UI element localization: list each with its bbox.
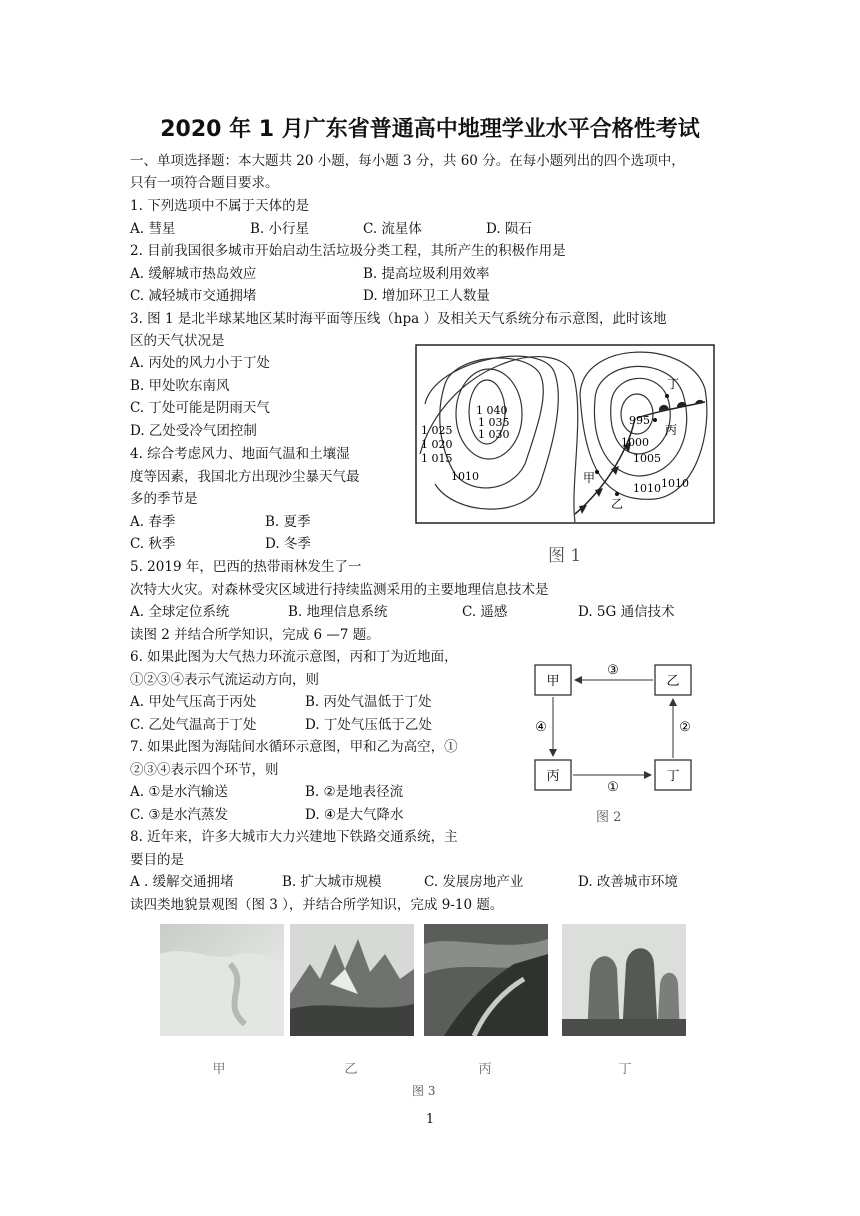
isobar-label-1000: 1000 — [621, 436, 649, 449]
isobar-label-1040: 1 040 — [476, 404, 508, 417]
q8-stem-line1: 8. 近年来，许多大城市大力兴建地下铁路交通系统，主 — [130, 829, 458, 845]
box-jia-label: 甲 — [546, 674, 560, 689]
place-ding-label: 丁 — [667, 377, 680, 391]
figure-1-caption: 图 1 — [548, 546, 582, 566]
page-number: 1 — [425, 1112, 435, 1127]
isobar-label-1005: 1005 — [633, 452, 661, 465]
isobar-label-1030: 1 030 — [478, 428, 510, 441]
q1-stem: 1. 下列选项中不属于天体的是 — [130, 198, 310, 214]
q1-option-a: A. 彗星 — [130, 221, 176, 237]
place-yi-label: 乙 — [611, 497, 624, 511]
q8-option-d: D. 改善城市环境 — [578, 874, 678, 890]
q1-option-d: D. 陨石 — [486, 221, 532, 237]
isobar-label-1015: 1 015 — [421, 452, 453, 465]
q8-option-b: B. 扩大城市规模 — [282, 874, 382, 890]
figure-2-caption: 图 2 — [596, 810, 622, 825]
q2-stem: 2. 目前我国很多城市开始启动生活垃圾分类工程，其所产生的积极作用是 — [130, 243, 566, 259]
box-bing-label: 丙 — [546, 769, 560, 784]
landform-label-jia: 甲 — [212, 1062, 226, 1077]
q4-stem-line2: 度等因素，我国北方出现沙尘暴天气最 — [130, 469, 360, 485]
q4-option-d: D. 冬季 — [265, 536, 311, 552]
q5-stem-line2: 次特大火灾。对森林受灾区域进行持续监测采用的主要地理信息技术是 — [130, 582, 549, 598]
q7-stem-line2: ②③④表示四个环节，则 — [130, 762, 279, 778]
q3-option-a: A. 丙处的风力小于丁处 — [130, 355, 270, 371]
isobar-label-1020: 1 020 — [421, 438, 453, 451]
q2-option-d: D. 增加环卫工人数量 — [363, 288, 490, 304]
read-instruction-9-10: 读四类地貌景观图（图 3 ），并结合所学知识，完成 9-10 题。 — [130, 897, 504, 913]
q1-option-c: C. 流星体 — [363, 221, 422, 237]
q6-stem-line1: 6. 如果此图为大气热力环流示意图，丙和丁为近地面， — [130, 649, 458, 665]
figure-2-cycle-diagram — [525, 655, 715, 805]
read-instruction-6-7: 读图 2 并结合所学知识，完成 6 —7 题。 — [130, 627, 380, 643]
q7-option-c: C. ③是水汽蒸发 — [130, 807, 229, 823]
place-jia-label: 甲 — [583, 471, 596, 485]
page-title: 2020 年 1 月广东省普通高中地理学业水平合格性考试 — [160, 117, 700, 142]
arrow-1-label: ① — [607, 780, 619, 795]
q6-option-d: D. 丁处气压低于乙处 — [305, 717, 432, 733]
q3-stem-line2: 区的天气状况是 — [130, 333, 225, 349]
box-yi-label: 乙 — [666, 674, 680, 689]
q4-option-a: A. 春季 — [130, 514, 176, 530]
section-instruction-line1: 一、单项选择题：本大题共 20 小题，每小题 3 分，共 60 分。在每小题列出的四个选项中， — [130, 153, 685, 169]
q1-option-b: B. 小行星 — [250, 221, 310, 237]
arrow-2-label: ② — [679, 720, 691, 735]
figure-1-isobar-map — [415, 344, 715, 526]
q7-option-d: D. ④是大气降水 — [305, 807, 404, 823]
landform-photo-ding — [562, 924, 686, 1036]
q3-option-d: D. 乙处受冷气团控制 — [130, 423, 257, 439]
place-bing-label: 丙 — [665, 423, 678, 437]
q8-option-c: C. 发展房地产业 — [424, 874, 524, 890]
q2-option-b: B. 提高垃圾利用效率 — [363, 266, 490, 282]
isobar-label-1010-mid: 1010 — [633, 482, 661, 495]
q5-option-d: D. 5G 通信技术 — [578, 604, 675, 620]
landform-label-bing: 丙 — [478, 1062, 492, 1077]
landform-photo-jia — [160, 924, 284, 1036]
q5-option-b: B. 地理信息系统 — [288, 604, 388, 620]
q3-option-c: C. 丁处可能是阴雨天气 — [130, 400, 270, 416]
isobar-label-1025: 1 025 — [421, 424, 453, 437]
landform-photo-bing — [424, 924, 548, 1036]
q3-option-b: B. 甲处吹东南风 — [130, 378, 230, 394]
isobar-label-995: 995 — [629, 414, 650, 427]
isobar-label-1010-right: 1010 — [661, 477, 689, 490]
arrow-4-label: ④ — [535, 720, 547, 735]
q6-stem-line2: ①②③④表示气流运动方向，则 — [130, 672, 319, 688]
section-instruction-line2: 只有一项符合题目要求。 — [130, 175, 279, 191]
q5-stem-line1: 5. 2019 年，巴西的热带雨林发生了一 — [130, 559, 362, 575]
q2-option-c: C. 减轻城市交通拥堵 — [130, 288, 257, 304]
q8-stem-line2: 要目的是 — [130, 852, 184, 868]
q6-option-b: B. 丙处气温低于丁处 — [305, 694, 432, 710]
q6-option-a: A. 甲处气压高于丙处 — [130, 694, 257, 710]
isobar-label-1035: 1 035 — [478, 416, 510, 429]
landform-label-ding: 丁 — [618, 1062, 632, 1077]
q4-stem-line3: 多的季节是 — [130, 491, 198, 507]
box-ding-label: 丁 — [666, 769, 680, 784]
q4-option-b: B. 夏季 — [265, 514, 311, 530]
figure-3-caption: 图 3 — [412, 1084, 436, 1098]
q8-option-a: A . 缓解交通拥堵 — [130, 874, 234, 890]
q7-option-a: A. ①是水汽输送 — [130, 784, 228, 800]
isobar-label-1010-left: 1010 — [451, 470, 479, 483]
landform-photo-yi — [290, 924, 414, 1036]
q6-option-c: C. 乙处气温高于丁处 — [130, 717, 257, 733]
q4-option-c: C. 秋季 — [130, 536, 176, 552]
arrow-3-label: ③ — [607, 663, 619, 678]
q3-stem-line1: 3. 图 1 是北半球某地区某时海平面等压线（hpa ）及相关天气系统分布示意图，此时该地 — [130, 311, 667, 327]
q5-option-c: C. 遥感 — [462, 604, 508, 620]
landform-label-yi: 乙 — [344, 1062, 358, 1077]
q4-stem-line1: 4. 综合考虑风力、地面气温和土壤湿 — [130, 446, 350, 462]
q7-stem-line1: 7. 如果此图为海陆间水循环示意图，甲和乙为高空，① — [130, 739, 458, 755]
q2-option-a: A. 缓解城市热岛效应 — [130, 266, 257, 282]
q5-option-a: A. 全球定位系统 — [130, 604, 230, 620]
q7-option-b: B. ②是地表径流 — [305, 784, 404, 800]
